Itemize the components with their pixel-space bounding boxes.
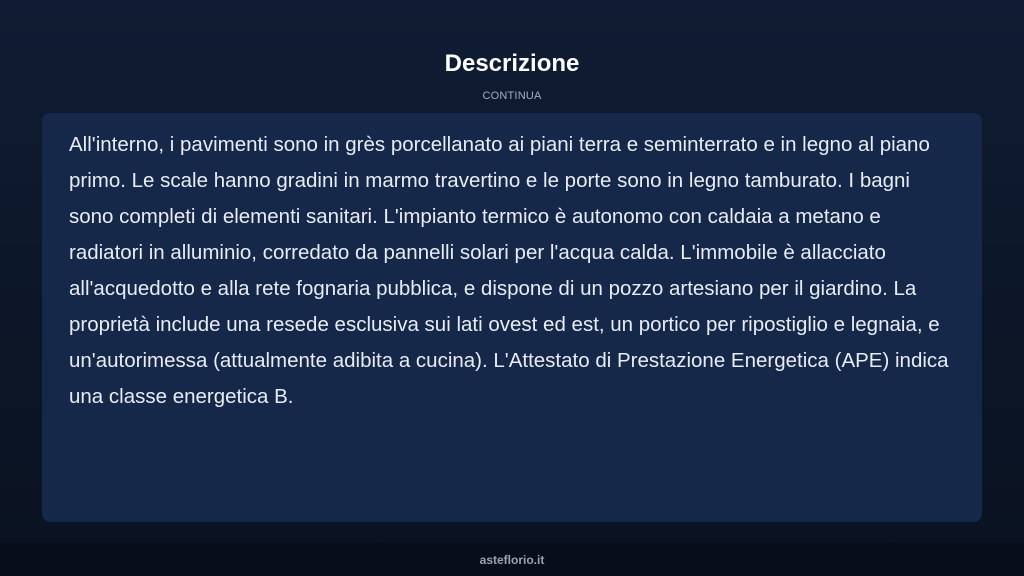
- description-text: All'interno, i pavimenti sono in grès porcellanato ai piani terra e seminterrato e in legno al piano primo. Le scale hanno gradini in marmo travertino e le porte sono in legno tamburato. I bagni sono completi di elementi sanitari. L'impianto termico è autonomo con caldaia a metano e radiatori in alluminio, corredato da pannelli solari per l'acqua calda. L'immobile è allacciato all'acquedotto e alla rete fognaria pubblica, e dispone di un pozzo artesiano per il giardino. La proprietà include una resede esclusiva sui lati ovest ed est, un portico per ripostiglio e legnaia, e un'autorimessa (attualmente adibita a cucina). L'Attestato di Prestazione Energetica (APE) indica una classe energetica B.: [69, 133, 949, 408]
- continued-label: CONTINUA: [482, 90, 542, 102]
- site-name: asteflorio.it: [479, 553, 545, 567]
- description-card: [42, 113, 982, 522]
- page-title: Descrizione: [444, 50, 580, 77]
- footer-bar: [0, 543, 1024, 576]
